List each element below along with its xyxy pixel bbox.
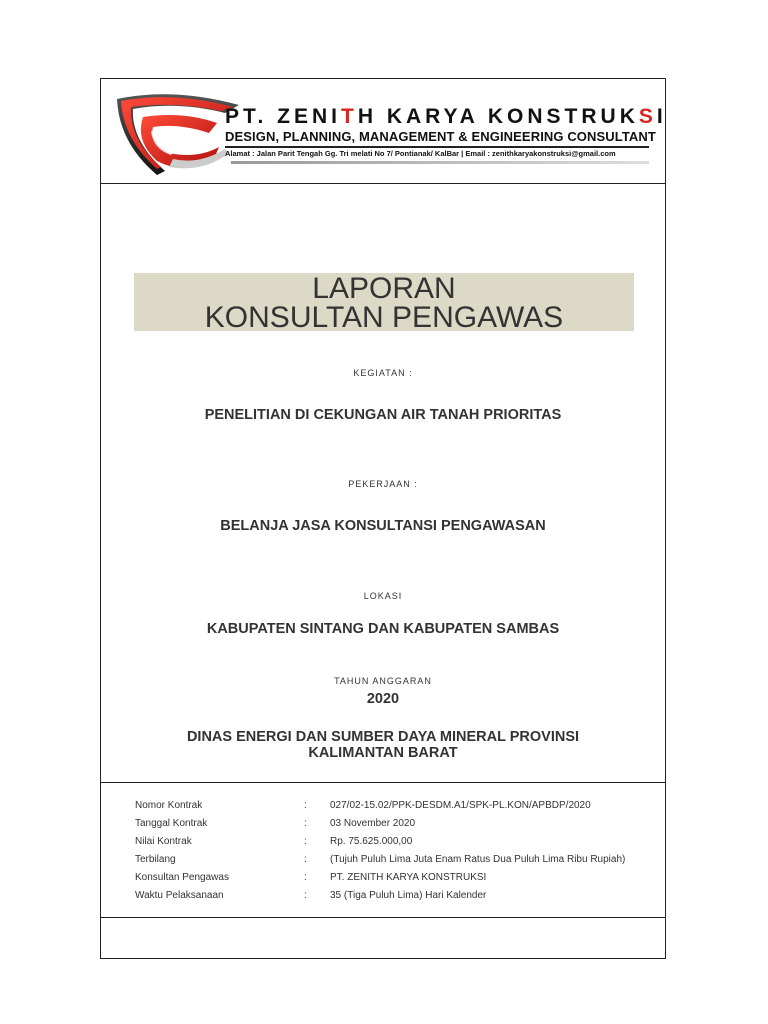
detail-value: PT. ZENITH KARYA KONSTRUKSI <box>330 872 487 883</box>
title-line-1: LAPORAN <box>312 272 456 305</box>
detail-row <box>135 836 655 852</box>
tahun-anggaran-label: TAHUN ANGGARAN <box>334 676 432 686</box>
report-title <box>134 272 634 334</box>
kegiatan-label: KEGIATAN : <box>353 368 413 378</box>
contract-details <box>101 782 665 918</box>
company-tagline: DESIGN, PLANNING, MANAGEMENT & ENGINEERING CONSULTANT <box>225 129 656 144</box>
lokasi-label: LOKASI <box>363 591 403 601</box>
lokasi-value: KABUPATEN SINTANG DAN KABUPATEN SAMBAS <box>206 621 560 637</box>
detail-key: Nilai Kontrak <box>135 836 192 847</box>
detail-key: Konsultan Pengawas <box>135 872 229 883</box>
dinas-line-2: KALIMANTAN BARAT <box>308 745 458 761</box>
detail-row <box>135 818 655 834</box>
detail-key: Nomor Kontrak <box>135 800 203 811</box>
detail-separator: : <box>304 872 307 883</box>
document-frame <box>100 78 666 959</box>
detail-row <box>135 800 655 816</box>
detail-row <box>135 872 655 888</box>
detail-value: Rp. 75.625.000,00 <box>330 836 413 847</box>
pekerjaan-label: PEKERJAAN : <box>348 479 418 489</box>
header-divider <box>225 146 649 148</box>
pekerjaan-value: BELANJA JASA KONSULTANSI PENGAWASAN <box>220 518 546 534</box>
company-address: Alamat : Jalan Parit Tengah Gg. Tri melati No 7/ Pontianak/ KalBar | Email : zenithkaryakonstruksi@gmail.com <box>225 149 616 158</box>
dinas-line-1: DINAS ENERGI DAN SUMBER DAYA MINERAL PROVINSI <box>186 729 580 745</box>
letterhead <box>101 79 665 184</box>
title-line-2: KONSULTAN PENGAWAS <box>204 301 564 334</box>
detail-key: Tanggal Kontrak <box>135 818 208 829</box>
tahun-anggaran-value: 2020 <box>366 691 400 707</box>
detail-key: Waktu Pelaksanaan <box>135 890 224 901</box>
detail-value: 35 (Tiga Puluh Lima) Hari Kalender <box>330 890 487 901</box>
detail-separator: : <box>304 800 307 811</box>
detail-value: (Tujuh Puluh Lima Juta Enam Ratus Dua Puluh Lima Ribu Rupiah) <box>330 854 626 865</box>
detail-separator: : <box>304 818 307 829</box>
detail-separator: : <box>304 854 307 865</box>
detail-value: 027/02-15.02/PPK-DESDM.A1/SPK-PL.KON/APBDP/2020 <box>330 800 591 811</box>
detail-row <box>135 890 655 906</box>
header-underline <box>231 161 649 164</box>
detail-separator: : <box>304 836 307 847</box>
detail-value: 03 November 2020 <box>330 818 416 829</box>
zk-logo-icon <box>113 89 243 177</box>
detail-key: Terbilang <box>135 854 176 865</box>
detail-separator: : <box>304 890 307 901</box>
detail-row <box>135 854 655 870</box>
kegiatan-value: PENELITIAN DI CEKUNGAN AIR TANAH PRIORITAS <box>204 407 562 423</box>
company-name: PT. ZENITH KARYA KONSTRUKSI <box>225 105 667 128</box>
